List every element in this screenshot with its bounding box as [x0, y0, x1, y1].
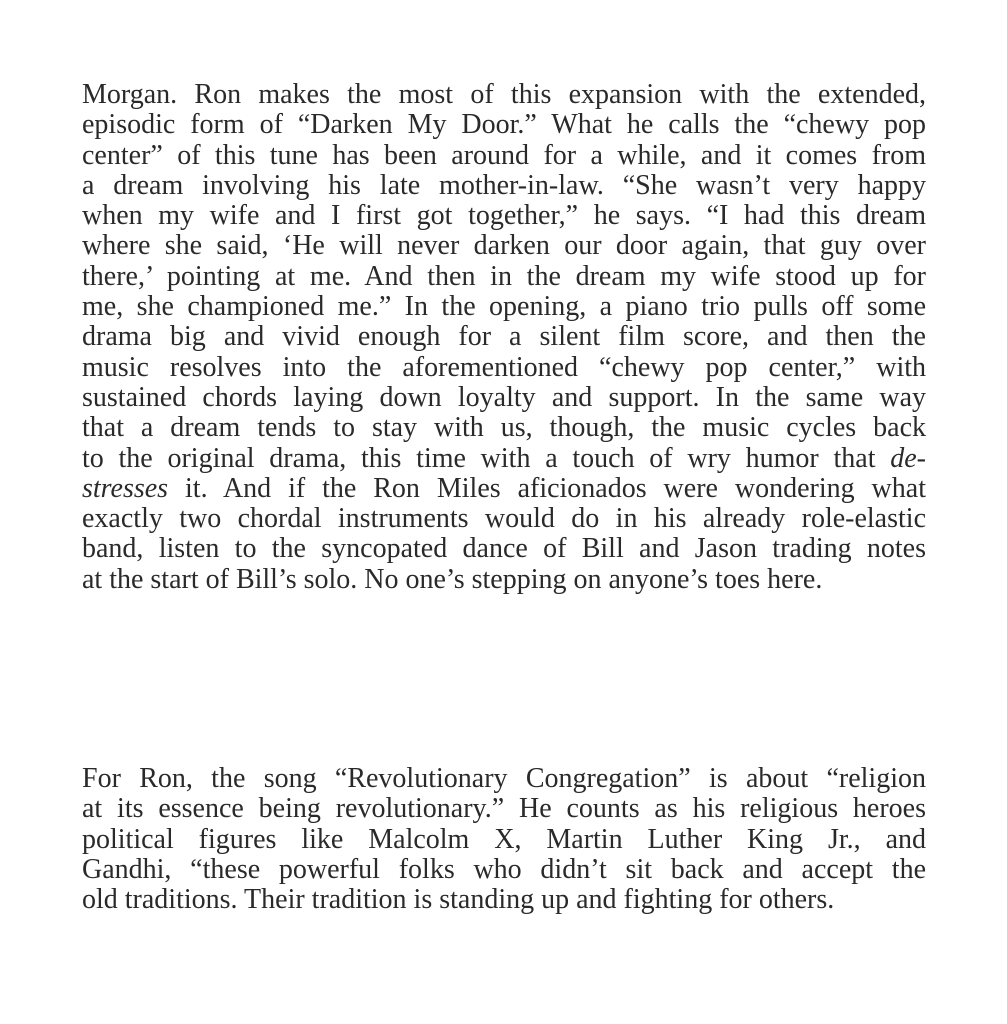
text-line: there,’ pointing at me. And then in the dream my wife stood up for [82, 260, 926, 292]
text-line: a dream involving his late mother-in-law. “She wasn’t very happy [82, 169, 926, 201]
italic-text: stresses [82, 472, 169, 504]
text-line [82, 444, 926, 474]
text-line: sustained chords laying down loyalty and support. In the same way [82, 381, 926, 413]
text-line [82, 474, 926, 504]
text-line: me, she championed me.” In the opening, a piano trio pulls off some [82, 291, 926, 323]
text-line: drama big and vivid enough for a silent film score, and then the [82, 321, 926, 353]
text-line: that a dream tends to stay with us, though, the music cycles back [82, 412, 926, 444]
text-line: exactly two chordal instruments would do in his already role-elastic [82, 503, 926, 535]
text-segment: to the original drama, this time with a touch of wry humor that [82, 442, 891, 474]
italic-text: de- [890, 442, 926, 474]
text-line: center” of this tune has been around for a while, and it comes from [82, 139, 926, 171]
text-segment: it. And if the Ron Miles aficionados were wondering what [168, 472, 926, 504]
text-line: music resolves into the aforementioned “chewy pop center,” with [82, 351, 926, 383]
text-line: Gandhi, “these powerful folks who didn’t sit back and accept the [82, 853, 926, 885]
text-line: Morgan. Ron makes the most of this expansion with the extended, [82, 79, 926, 110]
paragraph-revolutionary-congregation [82, 764, 926, 915]
text-line: political figures like Malcolm X, Martin Luther King Jr., and [82, 823, 926, 855]
text-line: where she said, ‘He will never darken our door again, that guy over [82, 230, 926, 262]
text-line: For Ron, the song “Revolutionary Congregation” is about “religion [82, 763, 926, 794]
text-line: at the start of Bill’s solo. No one’s stepping on anyone’s toes here. [82, 563, 823, 595]
text-line: old traditions. Their tradition is standing up and fighting for others. [82, 884, 835, 916]
text-line: at its essence being revolutionary.” He counts as his religious heroes [82, 793, 926, 825]
text-line: episodic form of “Darken My Door.” What he calls the “chewy pop [82, 109, 926, 141]
text-line: when my wife and I first got together,” he says. “I had this dream [82, 200, 926, 232]
text-line: band, listen to the syncopated dance of Bill and Jason trading notes [82, 533, 926, 565]
paragraph-darken-my-door [82, 80, 926, 595]
